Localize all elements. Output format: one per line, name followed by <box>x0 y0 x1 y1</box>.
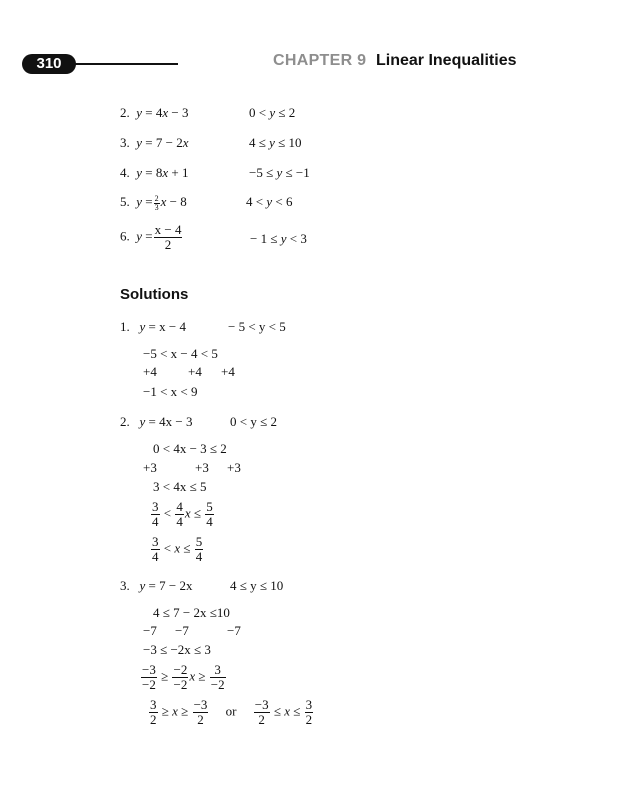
problem-3-range: 4 ≤ y ≤ 10 <box>249 135 302 150</box>
problem-5-range: 4 < y < 6 <box>246 194 293 209</box>
problem-2: 2. y = 4x − 3 <box>120 105 189 120</box>
solution-3-step-1: 4 ≤ 7 − 2x ≤10 <box>153 605 230 620</box>
fraction: $\frac{-3}{-2}$ <box>142 662 156 692</box>
solution-3-step-2: −7 <box>227 623 241 638</box>
solution-2-equation: 2. y = 4x − 3 <box>120 414 193 429</box>
solution-2-step-3: 3 < 4x ≤ 5 <box>153 479 207 494</box>
solution-2-step-4: $\frac{3}{4}$ < $\frac{4}{4}$ x ≤ $\frac{5}{4}$ <box>152 499 213 529</box>
problem-6-range: − 1 ≤ y < 3 <box>250 231 307 246</box>
problem-4-range: −5 ≤ y ≤ −1 <box>249 165 310 180</box>
solution-2-step-2: +3 <box>227 460 241 475</box>
problem-4: 4. y = 8x + 1 <box>120 165 189 180</box>
solutions-heading: Solutions <box>120 286 189 303</box>
solution-1-step-2: +4 <box>221 364 235 379</box>
solution-1-step-2: +4 <box>188 364 202 379</box>
fraction: $\frac{x - 4}{2}$ <box>154 222 182 252</box>
problem-6: 6. y = $\frac{x - 4}{2}$ <box>120 222 182 252</box>
chapter-label: CHAPTER 9 <box>273 52 367 69</box>
solution-1-result: −1 < x < 9 <box>143 384 198 399</box>
solution-1-range: − 5 < y < 5 <box>228 319 286 334</box>
fraction: $\frac{3}{-2}$ <box>210 662 225 692</box>
solution-3-step-3: −3 ≤ −2x ≤ 3 <box>143 642 211 657</box>
fraction: $\frac{-2}{-2}$ <box>173 662 188 692</box>
problem-3: 3. y = 7 − 2x <box>120 135 189 150</box>
solution-3-equation: 3. y = 7 − 2x <box>120 578 193 593</box>
solution-3-step-4: $\frac{-3}{-2}$ ≥ $\frac{-2}{-2}$ x ≥ $\frac{3}{-2}$ <box>142 662 225 692</box>
fraction: $\frac{-3}{2}$ <box>193 697 208 727</box>
fraction: $\frac{3}{4}$ <box>152 499 159 529</box>
solution-2-step-1: 0 < 4x − 3 ≤ 2 <box>153 441 227 456</box>
or-word: or <box>225 703 237 719</box>
solution-2-step-2: +3 <box>195 460 209 475</box>
fraction: $\frac{5}{4}$ <box>206 499 213 529</box>
problem-5: 5. y = $\frac{2}{3}$ x − 8 <box>120 193 187 212</box>
solution-2-range: 0 < y ≤ 2 <box>230 414 277 429</box>
solution-1-equation: 1. y = x − 4 <box>120 319 186 334</box>
solution-3-step-2: −7 <box>143 623 157 638</box>
fraction: $\frac{4}{4}$ <box>176 499 183 529</box>
solution-2-step-2: +3 <box>143 460 157 475</box>
solution-3-step-2: −7 <box>175 623 189 638</box>
chapter-title: Linear Inequalities <box>376 52 517 69</box>
page-number-badge: 310 <box>22 54 76 74</box>
header-rule <box>74 63 178 65</box>
solution-3-range: 4 ≤ y ≤ 10 <box>230 578 284 593</box>
problem-2-range: 0 < y ≤ 2 <box>249 105 296 120</box>
fraction: $\frac{3}{4}$ <box>152 534 159 564</box>
solution-1-step-1: −5 < x − 4 < 5 <box>143 346 218 361</box>
fraction: $\frac{2}{3}$ <box>154 193 159 212</box>
solution-2-result: $\frac{3}{4}$ < x ≤ $\frac{5}{4}$ <box>152 534 203 564</box>
fraction: $\frac{3}{2}$ <box>150 697 157 727</box>
fraction: $\frac{3}{2}$ <box>305 697 313 727</box>
solution-1-step-2: +4 <box>143 364 157 379</box>
fraction: $\frac{5}{4}$ <box>195 534 203 564</box>
solution-3-result: $\frac{3}{2}$ ≥ x ≥ $\frac{-3}{2}$ or $\frac{-3}{2}$ ≤ x ≤ $\frac{3}{2}$ <box>150 697 313 727</box>
fraction: $\frac{-3}{2}$ <box>254 697 269 727</box>
